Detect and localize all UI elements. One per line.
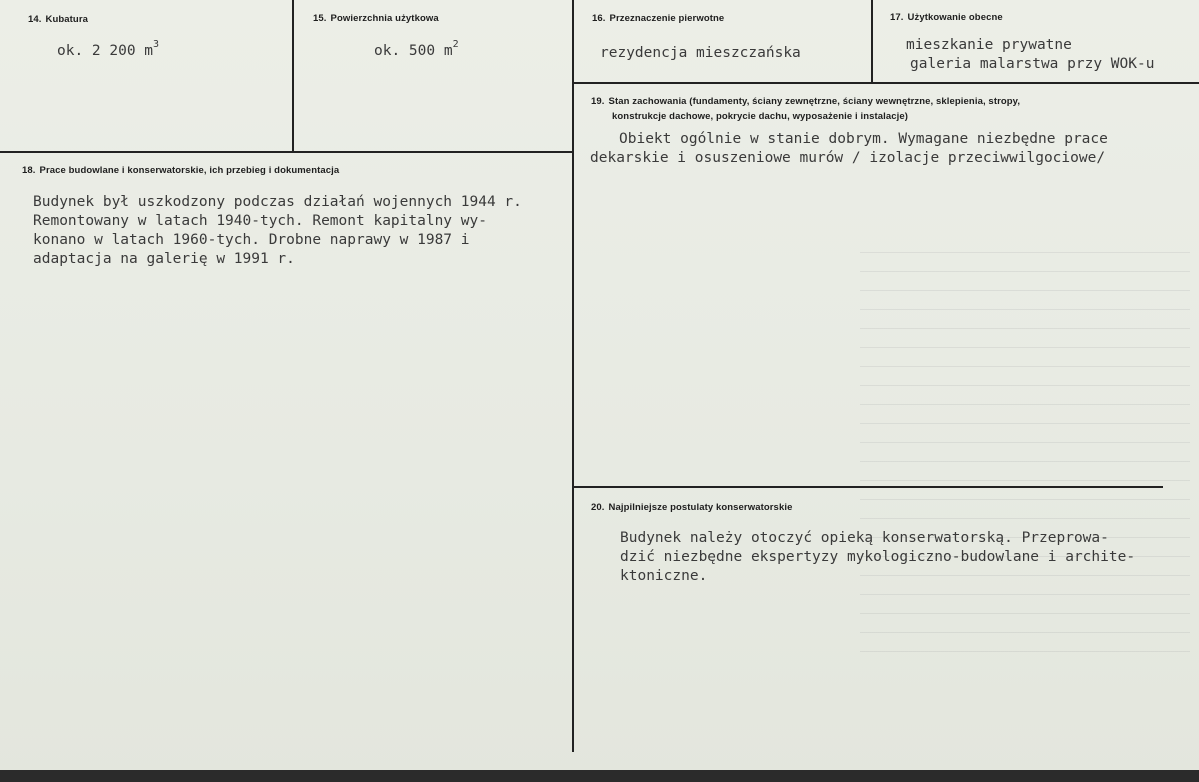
card-edge xyxy=(0,770,1199,782)
horizontal-rule-top-right xyxy=(572,82,1199,84)
field-15-label: 15. Powierzchnia użytkowa xyxy=(313,13,439,24)
field-18-line-4: adaptacja na galerię w 1991 r. xyxy=(33,251,295,267)
vertical-rule-3 xyxy=(871,0,873,83)
field-17-label: 17. Użytkowanie obecne xyxy=(890,12,1003,23)
field-20-line-2: dzić niezbędne ekspertyzy mykologiczno-budowlane i archite- xyxy=(620,549,1136,565)
field-16-value: rezydencja mieszczańska xyxy=(600,45,801,61)
field-20-line-3: ktoniczne. xyxy=(620,568,708,584)
vertical-rule-1 xyxy=(292,0,294,152)
vertical-rule-2 xyxy=(572,0,574,752)
horizontal-rule-left xyxy=(0,151,573,153)
field-16-label: 16. Przeznaczenie pierwotne xyxy=(592,13,725,24)
field-15-value: ok. 500 $m^2$ xyxy=(374,39,459,59)
field-20-label: 20. Najpilniejsze postulaty konserwatorskie xyxy=(591,502,793,513)
field-14-value: ok. 2 200 $m^3$ xyxy=(57,39,160,59)
field-19-label-line-1: 19. Stan zachowania (fundamenty, ściany zewnętrzne, ściany wewnętrzne, sklepienia, stropy, xyxy=(591,96,1021,107)
field-17-line-1: mieszkanie prywatne xyxy=(906,37,1072,53)
field-19-line-2: dekarskie i osuszeniowe murów / izolacje przeciwwilgociowe/ xyxy=(590,150,1106,166)
field-19-line-1: Obiekt ogólnie w stanie dobrym. Wymagane niezbędne prace xyxy=(619,131,1108,147)
field-18-label: 18. Prace budowlane i konserwatorskie, ich przebieg i dokumentacja xyxy=(22,165,340,176)
horizontal-rule-right xyxy=(572,486,1163,488)
show-through-texture xyxy=(860,250,1190,670)
field-17-line-2: galeria malarstwa przy WOK-u xyxy=(910,56,1155,72)
field-14-label: 14. Kubatura xyxy=(28,14,89,25)
field-20-line-1: Budynek należy otoczyć opieką konserwatorską. Przeprowa- xyxy=(620,530,1109,546)
field-18-line-1: Budynek był uszkodzony podczas działań wojennych 1944 r. xyxy=(33,194,522,210)
field-18-line-3: konano w latach 1960-tych. Drobne naprawy w 1987 i xyxy=(33,232,470,248)
field-19-label-line-2: konstrukcje dachowe, pokrycie dachu, wyposażenie i instalacje) xyxy=(612,111,909,122)
field-18-line-2: Remontowany w latach 1940-tych. Remont kapitalny wy- xyxy=(33,213,487,229)
